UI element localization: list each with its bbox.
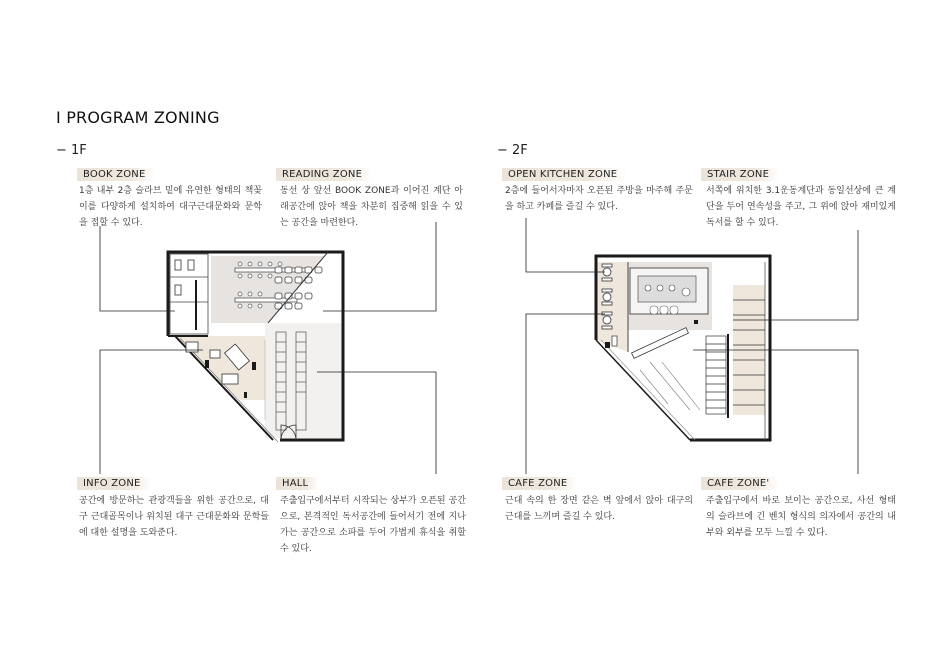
zone-desc-reading: 동선 상 앞선 BOOK ZONE과 이어진 계단 아래공간에 앉아 책을 차분히 집중해 읽을 수 있는 공간을 마련한다. bbox=[280, 186, 463, 228]
leader-cafe bbox=[526, 314, 605, 474]
plan-2f bbox=[596, 256, 770, 440]
book-zone-area bbox=[211, 256, 325, 323]
zone-label-stair: STAIR ZONE bbox=[701, 168, 779, 181]
floor-label-2f: − 2F bbox=[497, 143, 528, 158]
long-bench bbox=[632, 328, 689, 359]
zone-label-book: BOOK ZONE bbox=[77, 168, 155, 181]
zone-label-hall: HALL bbox=[276, 477, 318, 490]
zone-label-kitchen: OPEN KITCHEN ZONE bbox=[502, 168, 627, 181]
hall-area bbox=[265, 323, 343, 438]
leader-cafe-prime bbox=[693, 350, 858, 474]
leader-kitchen bbox=[526, 218, 605, 272]
zone-desc-stair: 서쪽에 위치한 3.1운동계단과 동일선상에 큰 계단을 두어 연속성을 주고, 그 위에 앉아 재미있게 독서를 할 수 있다. bbox=[706, 186, 896, 228]
page-title: I PROGRAM ZONING bbox=[56, 108, 220, 127]
zone-desc-hall: 주출입구에서부터 시작되는 상부가 오픈된 공간으로, 본격적인 독서공간에 들어서기 전에 지나가는 공간으로 소파를 두어 가볍게 휴식을 취할 수 있다. bbox=[280, 496, 466, 554]
zone-desc-book: 1층 내부 2층 슬라브 밑에 유연한 형태의 책꽂이를 다양하게 설치하여 대구근대문화와 문학을 접할 수 있다. bbox=[79, 186, 262, 228]
zone-desc-cafe-prime: 주출입구에서 바로 보이는 공간으로, 사선 형태의 슬라브에 긴 벤치 형식의 의자에서 공간의 내부와 외부를 모두 느낄 수 있다. bbox=[706, 496, 896, 538]
leader-reading bbox=[323, 222, 436, 311]
zone-label-cafe-prime: CAFE ZONE' bbox=[701, 477, 779, 490]
leader-book bbox=[100, 226, 175, 311]
floor-label-1f: − 1F bbox=[56, 143, 87, 158]
zone-desc-info: 공간에 방문하는 관광객들을 위한 공간으로, 대구 근대골목이나 위치된 대구 근대문화와 문학들에 대한 설명을 도와준다. bbox=[79, 496, 269, 538]
zone-desc-kitchen: 2층에 들어서자마자 오픈된 주방을 마주해 주문을 하고 카페를 즐길 수 있다. bbox=[505, 186, 693, 212]
zone-label-reading: READING ZONE bbox=[276, 168, 372, 181]
zone-desc-cafe: 근대 속의 한 장면 같은 벽 앞에서 앉아 대구의 근대를 느끼며 즐길 수 있다. bbox=[505, 496, 693, 522]
zone-label-info: INFO ZONE bbox=[77, 477, 151, 490]
zone-label-cafe: CAFE ZONE bbox=[502, 477, 577, 490]
plan-1f bbox=[168, 252, 343, 442]
leader-info bbox=[100, 350, 203, 474]
